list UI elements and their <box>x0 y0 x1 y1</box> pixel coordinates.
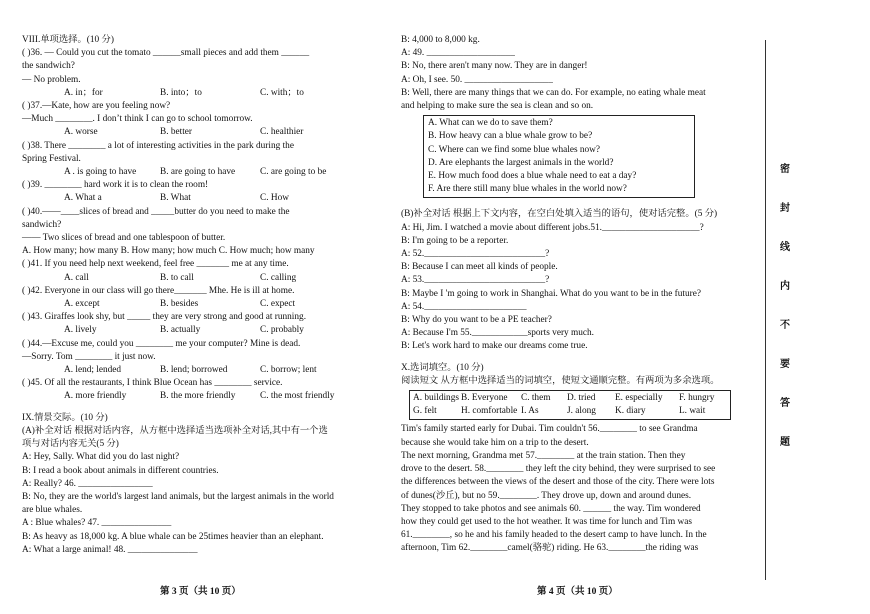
word-option: D. tried <box>567 393 596 404</box>
seal-char: 题 <box>780 437 790 448</box>
option: A. in；for <box>64 87 103 98</box>
dialog-line: A: 49. ___________________ <box>401 48 515 59</box>
passage-line: afternoon, Tim 62.________camel(骆驼) riding. He 63.________the riding was <box>401 543 699 554</box>
passage-line: They stopped to take photos and see animals 60. ______ the way. Tim wondered <box>401 503 701 514</box>
section-9b-title: (B)补全对话 根据上下文内容，在空白处填入适当的语句，使对话完整。(5 分) <box>401 209 718 220</box>
dialog-line: A: Really? 46. ________________ <box>22 478 153 489</box>
word-option: B. Everyone <box>461 393 508 404</box>
option: C. borrow; lent <box>260 365 317 376</box>
question-44-reply: —Sorry. Tom ________ it just now. <box>22 351 156 362</box>
word-option: C. them <box>521 393 551 404</box>
word-option: L. wait <box>679 406 706 417</box>
word-option: K. diary <box>615 406 646 417</box>
dialog-line: A : Blue whales? 47. _______________ <box>22 518 172 529</box>
question-40: ( )40.——____slices of bread and _____butter do you need to make the <box>22 206 290 217</box>
q40-options: A. How many; how many B. How many; how much C. How much; how many <box>22 246 315 257</box>
dialog-line: B: Maybe I 'm going to work in Shanghai. What do you want to be in the future? <box>401 288 701 299</box>
option: C. with；to <box>260 87 304 98</box>
dialog-line: B: 4,000 to 8,000 kg. <box>401 35 480 45</box>
seal-char: 线 <box>780 242 790 253</box>
passage-line: 61.________, so he and his family headed to the desert camp to have lunch. In the <box>401 530 707 541</box>
word-bank-box <box>409 390 731 420</box>
passage-line: of dunes(沙丘), but no 59.________. They drove up, down and around dunes. <box>401 490 692 501</box>
option: A. more friendly <box>64 391 127 402</box>
dialog-line: A: What a large animal! 48. _______________ <box>22 544 198 555</box>
passage-line: drove to the desert. 58.________ they left the city behind, they were surprised to see <box>401 464 716 475</box>
option: B. besides <box>160 299 199 310</box>
question-40-reply: —— Two slices of bread and one tablespoon of butter. <box>22 233 226 244</box>
section-9a-instructions: (A)补全对话 根据对话内容，从方框中选择适当选项补全对话,其中有一个选 <box>22 425 328 436</box>
box-option: F. Are there still many blue whales in the world now? <box>428 184 627 195</box>
dialog-line: A: 54.______________________ <box>401 301 527 312</box>
dialog-line: B: As heavy as 18,000 kg. A blue whale can be 25times heavier than an elephant. <box>22 531 324 542</box>
dialog-line: A: Because I'm 55.____________sports very much. <box>401 328 595 339</box>
option: C. calling <box>260 272 297 283</box>
dialog-line: B: Let's work hard to make our dreams come true. <box>401 341 588 352</box>
question-38: ( )38. There ________ a lot of interesting activities in the park during the <box>22 140 294 151</box>
option: B. are going to have <box>160 167 236 178</box>
seal-char: 不 <box>780 320 790 331</box>
question-37-cont: —Much ________. I don’t think I can go to school tomorrow. <box>22 114 253 125</box>
seal-char: 答 <box>780 398 790 409</box>
word-bank-row <box>413 405 727 418</box>
box-option: B. How heavy can a blue whale grow to be? <box>428 131 593 142</box>
q44-options <box>22 364 378 377</box>
option: B. to call <box>160 272 194 283</box>
page-number-left: 第 3 页（共 10 页） <box>160 587 241 597</box>
option: C. are going to be <box>260 167 327 178</box>
q41-options <box>22 272 378 285</box>
word-option: H. comfortable <box>461 406 518 417</box>
option: B. better <box>160 127 193 138</box>
option: C. the most friendly <box>260 391 335 402</box>
word-option: F. hungry <box>679 393 715 404</box>
dialog-line: B: No, there aren't many now. They are in danger! <box>401 61 588 72</box>
option: C. expect <box>260 299 296 310</box>
dialog-line: B: No, they are the world's largest land animals, but the largest animals in the world <box>22 491 334 502</box>
option: A. lively <box>64 325 97 336</box>
dialog-line: B: Why do you want to be a PE teacher? <box>401 315 552 326</box>
question-42: ( )42. Everyone in our class will go there_______ Mhe. He is ill at home. <box>22 285 295 296</box>
section-9a-instructions-cont: 项与对话内容无关(5 分) <box>22 439 119 450</box>
question-41: ( )41. If you need help next weekend, feel free _______ me at any time. <box>22 259 289 270</box>
passage-line: because she would take him on a trip to the desert. <box>401 437 589 448</box>
q42-options <box>22 298 378 311</box>
question-39: ( )39. ________ hard work it is to clean the room! <box>22 180 209 191</box>
option: C. probably <box>260 325 304 336</box>
dialog-line: A: Hey, Sally. What did you do last night? <box>22 452 180 463</box>
option: A . is going to have <box>64 167 137 178</box>
question-38-cont: Spring Festival. <box>22 153 81 164</box>
dialog-line: B: I'm going to be a reporter. <box>401 235 509 246</box>
section-10-instructions: 阅读短文 从方框中选择适当的词填空，使短文通顺完整。有两项为多余选项。 <box>401 375 720 386</box>
section-10-title: X.选词填空。(10 分) <box>401 362 484 373</box>
option: A. worse <box>64 127 98 138</box>
dialog-line: A: 53.__________________________? <box>401 275 550 286</box>
option: B. What <box>160 193 191 204</box>
options-box <box>423 115 695 198</box>
dialog-line: and helping to make sure the sea is clean and so on. <box>401 101 594 112</box>
option: A. except <box>64 299 100 310</box>
question-36: ( )36. — Could you cut the tomato ______small pieces and add them ______ <box>22 48 310 59</box>
dialog-line: A: 52.__________________________? <box>401 249 550 260</box>
q37-options <box>22 126 378 139</box>
dialog-line: A: Hi, Jim. I watched a movie about different jobs.51._____________________? <box>401 222 704 233</box>
question-40-cont: sandwich? <box>22 219 62 230</box>
question-44: ( )44.—Excuse me, could you ________ me your computer? Mine is dead. <box>22 338 301 349</box>
word-option: A. buildings <box>413 393 459 404</box>
box-option: D. Are elephants the largest animals in the world? <box>428 157 614 168</box>
question-43: ( )43. Giraffes look shy, but _____ they are very strong and good at running. <box>22 312 307 323</box>
q38-options <box>22 166 378 179</box>
box-option: C. Where can we find some blue whales now? <box>428 144 601 155</box>
dialog-line: B: I read a book about animals in different countries. <box>22 465 219 476</box>
dialog-line: A: Oh, I see. 50. ___________________ <box>401 74 553 85</box>
question-36-cont: the sandwich? <box>22 61 75 72</box>
box-option: A. What can we do to save them? <box>428 118 553 129</box>
page-number-right: 第 4 页（共 10 页） <box>537 587 618 597</box>
option: B. into；to <box>160 87 202 98</box>
passage-line: The next morning, Grandma met 57.________ at the train station. Then they <box>401 450 686 461</box>
dialog-line: B: Because I can meet all kinds of people. <box>401 262 558 273</box>
question-36-reply: — No problem. <box>22 74 81 85</box>
option: A. call <box>64 272 89 283</box>
passage-line: Tim's family started early for Dubai. Tim couldn't 56.________ to see Grandma <box>401 424 698 435</box>
q43-options <box>22 324 378 337</box>
seal-char: 内 <box>780 281 790 292</box>
dialog-line: are blue whales. <box>22 505 83 516</box>
word-option: J. along <box>567 406 596 417</box>
seal-char: 密 <box>780 164 790 175</box>
left-page-column <box>22 34 378 557</box>
question-37: ( )37.—Kate, how are you feeling now? <box>22 101 171 112</box>
option: C. How <box>260 193 289 204</box>
right-page-column <box>401 34 763 556</box>
seal-line-notice <box>778 160 792 472</box>
seal-char: 要 <box>780 359 790 370</box>
word-option: G. felt <box>413 406 437 417</box>
option: A. lend; lended <box>64 365 122 376</box>
q39-options <box>22 192 378 205</box>
seal-line <box>765 40 766 580</box>
option: B. actually <box>160 325 201 336</box>
section-8-title: VIII.单项选择。(10 分) <box>22 35 114 45</box>
option: C. healthier <box>260 127 304 138</box>
option: B. the more friendly <box>160 391 236 402</box>
option: B. lend; borrowed <box>160 365 228 376</box>
q45-options <box>22 390 378 403</box>
word-bank-row <box>413 392 727 405</box>
passage-line: how they could get used to the hot weather. It was time for lunch and Tim was <box>401 516 692 527</box>
option: A. What a <box>64 193 102 204</box>
seal-char: 封 <box>780 203 790 214</box>
q36-options <box>22 87 378 100</box>
section-9-title: IX.情景交际。(10 分) <box>22 412 108 423</box>
passage-line: the differences between the views of the desert and those of the city. There were lots <box>401 477 715 488</box>
dialog-line: B: Well, there are many things that we can do. For example, no eating whale meat <box>401 87 706 98</box>
word-option: E. especially <box>615 393 663 404</box>
word-option: I. As <box>521 406 539 417</box>
box-option: E. How much food does a blue whale need to eat a day? <box>428 171 637 182</box>
question-45: ( )45. Of all the restaurants, I think Blue Ocean has ________ service. <box>22 378 283 389</box>
